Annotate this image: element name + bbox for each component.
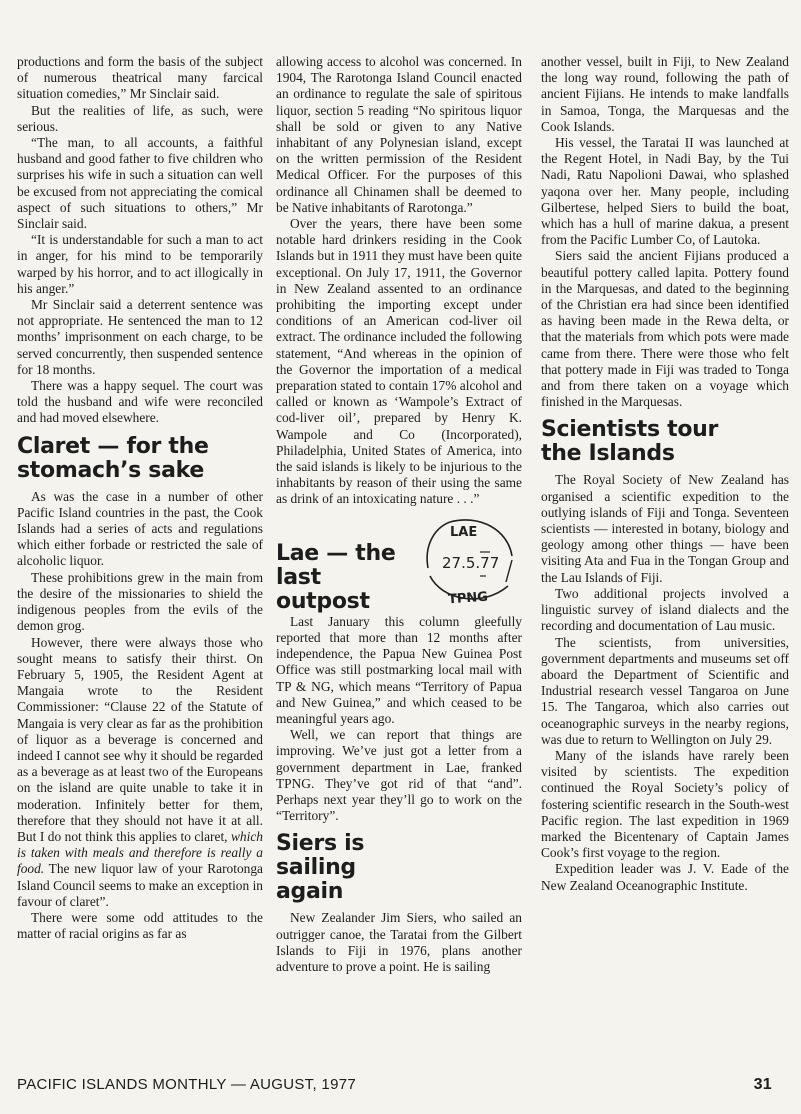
headline-scientists: Scientists tour the Islands <box>541 417 719 467</box>
text-run: However, there were always those who sought means to satisfy their thirst. On February 5, 1905, the Resident Agent at Mangaia wrote to the Resident Commissioner: “Clause 22 of the Statute of Mangaia is very clear as far as the prohibition of liquor as a beverage is concerned and indeed I cannot see why it should be regarded as a beverage as at least two of the Europeans on the island are quite unable to take it in moderation. Infinitely better for them, therefore that they should not have it at all. But I do not think this applies to claret, <box>17 634 263 844</box>
lae-headline-block <box>276 516 522 612</box>
column-1 <box>17 54 263 942</box>
page-number: 31 <box>753 1076 772 1093</box>
paragraph: allowing access to alcohol was concerned. In 1904, The Rarotonga Island Council enacted an ordinance to regulate the sale of spiritous liquor, section 5 reading “No spiritous liquor shall be sold or given to any Native inhabitant of any Polynesian island, except on the written permission of the Resident Medical Officer. For the purposes of this ordinance all Chinamen shall be deemed to be Native inhabitants of Rarotonga.” <box>276 54 522 215</box>
paragraph: The scientists, from universities, government departments and museums set off aboard the Department of Scientific and Industrial research vessel Tangaroa on June 15. The Tangaroa, which also carries out oceanographic surveys in the nearby regions, was due to return to Wellington on July 29. <box>541 634 789 747</box>
paragraph: productions and form the basis of the subject of numerous theatrical many farcical situation comedies,” Mr Sinclair said. <box>17 54 263 102</box>
paragraph: Well, we can report that things are improving. We’ve just got a letter from a government department in Lae, franked TPNG. They’ve got rid of that “and”. Perhaps next year they’ll go to work on the “Territory”. <box>276 727 522 824</box>
paragraph: “It is understandable for such a man to act in anger, for his mind to be temporarily warped by his horror, and to act illogically in his anger.” <box>17 232 263 296</box>
svg-text:TPNG: TPNG <box>447 589 489 608</box>
paragraph: His vessel, the Taratai II was launched at the Regent Hotel, in Nadi Bay, by the Tui Nadi, Ratu Napolioni Dawai, who splashed yaqona over her. Many people, including Gilbertese, helped Siers to build the boat, which has a hull of marine dakua, a present from the Pacific Lumber Co, of Lautoka. <box>541 135 789 248</box>
paragraph: These prohibitions grew in the main from the desire of the missionaries to shield the indigenous peoples from the evils of the demon grog. <box>17 569 263 634</box>
paragraph: Many of the islands have rarely been visited by scientists. The expedition continued the Royal Society’s policy of fostering scientific research in the South-west Pacific region. The last expedition in 1969 marked the Bicentenary of Captain James Cook’s first voyage to the region. <box>541 747 789 861</box>
postmark-stamp-image <box>420 516 516 608</box>
stamp-date: 27.5.77 <box>442 553 500 572</box>
text-run: The new liquor law of your Rarotonga Island Council seems to make an exception in favour of claret”. <box>17 861 263 909</box>
paragraph: Mr Sinclair said a deterrent sentence was not appropriate. He sentenced the man to 12 months’ imprisonment on each charge, to be served concurrently, then suspended sentence for 18 months. <box>17 297 263 377</box>
paragraph: another vessel, built in Fiji, to New Zealand the long way round, following the path of ancient Fijians. He intends to make landfalls in Samoa, Tonga, the Marquesas and the Cook Islands. <box>541 54 789 134</box>
paragraph: There were some odd attitudes to the matter of racial origins as far as <box>17 909 263 942</box>
column-2 <box>276 54 522 975</box>
paragraph: Over the years, there have been some notable hard drinkers residing in the Cook Islands but in 1911 they must have been quite exceptional. On July 17, 1911, the Governor in New Zealand assented to an ordinance prohibiting the importing except under conditions of an American cod-liver oil extract. The ordinance included the following statement, “And whereas in the opinion of the Governor the importation of a medical preparation stated to contain 17% alcohol and called or known as ‘Wampole’s Extract of cod-liver oil’, prepared by Henry K. Wampole and Co (Incorporated), Philadelphia, United States of America, into the said islands is likely to be injurious to the inhabitants by reason of their using the same as drink of an intoxicating nature . . .” <box>276 216 522 507</box>
paragraph: But the realities of life, as such, were serious. <box>17 102 263 134</box>
paragraph: Expedition leader was J. V. Eade of the New Zealand Oceanographic Institute. <box>541 861 789 893</box>
magazine-issue-line: PACIFIC ISLANDS MONTHLY — AUGUST, 1977 <box>17 1076 356 1093</box>
paragraph: Two additional projects involved a linguistic survey of island dialects and the recording and documentation of Lau music. <box>541 585 789 634</box>
headline-lae: Lae — the last outpost <box>276 540 396 614</box>
paragraph: Siers said the ancient Fijians produced a beautiful pottery called lapita. Pottery found in the Marquesas, and dated to the beginning of the Christian era had since been identified as having been made in the Rewa delta, or that the materials from which pots were made came from there. There were those who felt that pottery made in Fiji was traded to Tonga and from there taken on a voyage which finished in the Marquesas. <box>541 248 789 410</box>
paragraph: “The man, to all accounts, a faithful husband and good father to five children who surprises his wife in such a situation can well be excused from not appreciating the comical aspect of such situations to others,” Mr Sinclair said. <box>17 135 263 232</box>
paragraph: As was the case in a number of other Pacific Island countries in the past, the Cook Islands had a series of acts and regulations which either forbade or restricted the sale of alcoholic liquor. <box>17 488 263 569</box>
column-3 <box>541 54 789 894</box>
headline-claret: Claret — for the stomach’s sake <box>17 433 209 483</box>
paragraph <box>17 635 263 910</box>
paragraph: There was a happy sequel. The court was told the husband and wife were reconciled and had moved elsewhere. <box>17 378 263 426</box>
svg-text:LAE: LAE <box>450 524 478 540</box>
paragraph: The Royal Society of New Zealand has organised a scientific expedition to the outlying islands of Fiji and Tonga. Seventeen scientists — interested in botany, biology and geology among other things — have been visiting Ata and Fua in the Tongan Group and the Lau Islands of Fiji. <box>541 472 789 585</box>
paragraph: New Zealander Jim Siers, who sailed an outrigger canoe, the Taratai from the Gilbert Islands to Fiji in 1976, plans another adventure to prove a point. He is sailing <box>276 910 522 974</box>
page-footer <box>17 1076 784 1093</box>
paragraph: Last January this column gleefully reported that more than 12 months after independence, the Papua New Guinea Post Office was still postmarking local mail with TP & NG, which means “Territory of Papua and New Guinea,” and which ceased to be meaningful years ago. <box>276 613 522 726</box>
emphasis-text: which is taken with meals and therefore is really a food. <box>17 828 263 877</box>
headline-siers: Siers is sailing again <box>276 831 365 905</box>
